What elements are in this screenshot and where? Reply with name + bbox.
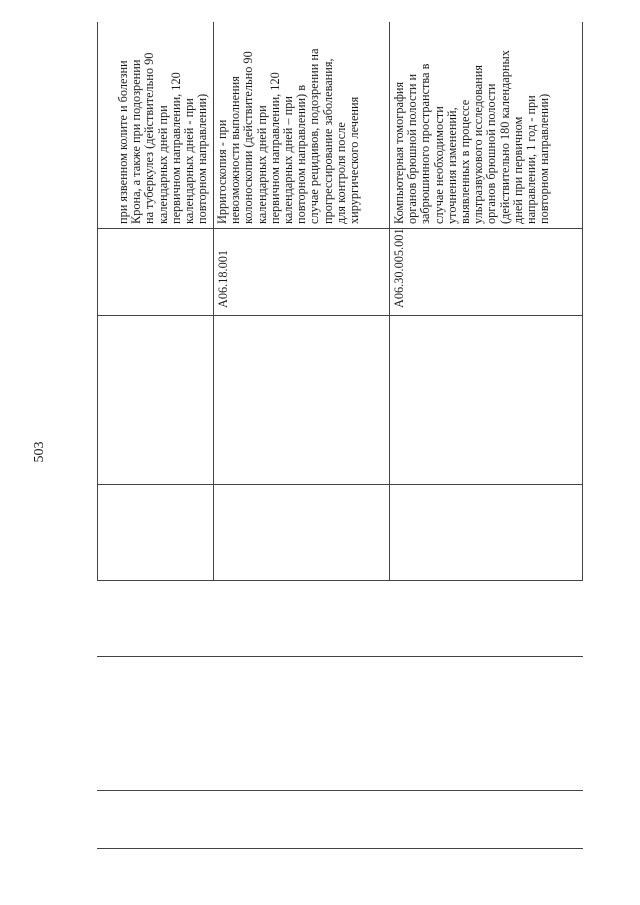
- column-divider-2: [97, 315, 583, 316]
- row-3-description: Компьютерная томография органов брюшной полости и забрюшинного пространства в случае необходимости уточнения изменений, выявленных в процессе ультразвукового исследования органов брюшной полости (действительно 180 календарных дней при первичном направлении, 1 год - при повторном направлении): [392, 50, 552, 224]
- row-2-code: A06.18.001: [216, 249, 230, 308]
- lower-rule-1: [97, 656, 583, 657]
- lower-rule-2: [97, 790, 583, 791]
- lower-rule-3: [97, 848, 583, 849]
- row-2-description: Ирригоскопия - при невозможности выполнения колоноскопии (действительно 90 календарных дней при первичном направлении, 120 календарных дней – при повторном направлении) в случае рецидивов, подозрении на прогрессирование заболевания, для контроля после хирургического лечения: [215, 48, 362, 224]
- row-divider-2: [389, 22, 390, 580]
- column-divider-3: [97, 228, 583, 229]
- table-border-right: [582, 22, 583, 580]
- column-divider-1: [97, 484, 583, 485]
- row-3-code: A06.30.005.001: [392, 228, 406, 308]
- row-1-description: при язвенном колите и болезни Крона, а также при подозрении на туберкулез (действительно 90 календарных дней при первичном направлении, 120 календарных дней - при повторном направлении): [116, 52, 210, 224]
- row-divider-1: [213, 22, 214, 580]
- page-number: 503: [32, 441, 47, 463]
- table-border-left: [97, 22, 98, 580]
- table-border-bottom: [97, 580, 583, 581]
